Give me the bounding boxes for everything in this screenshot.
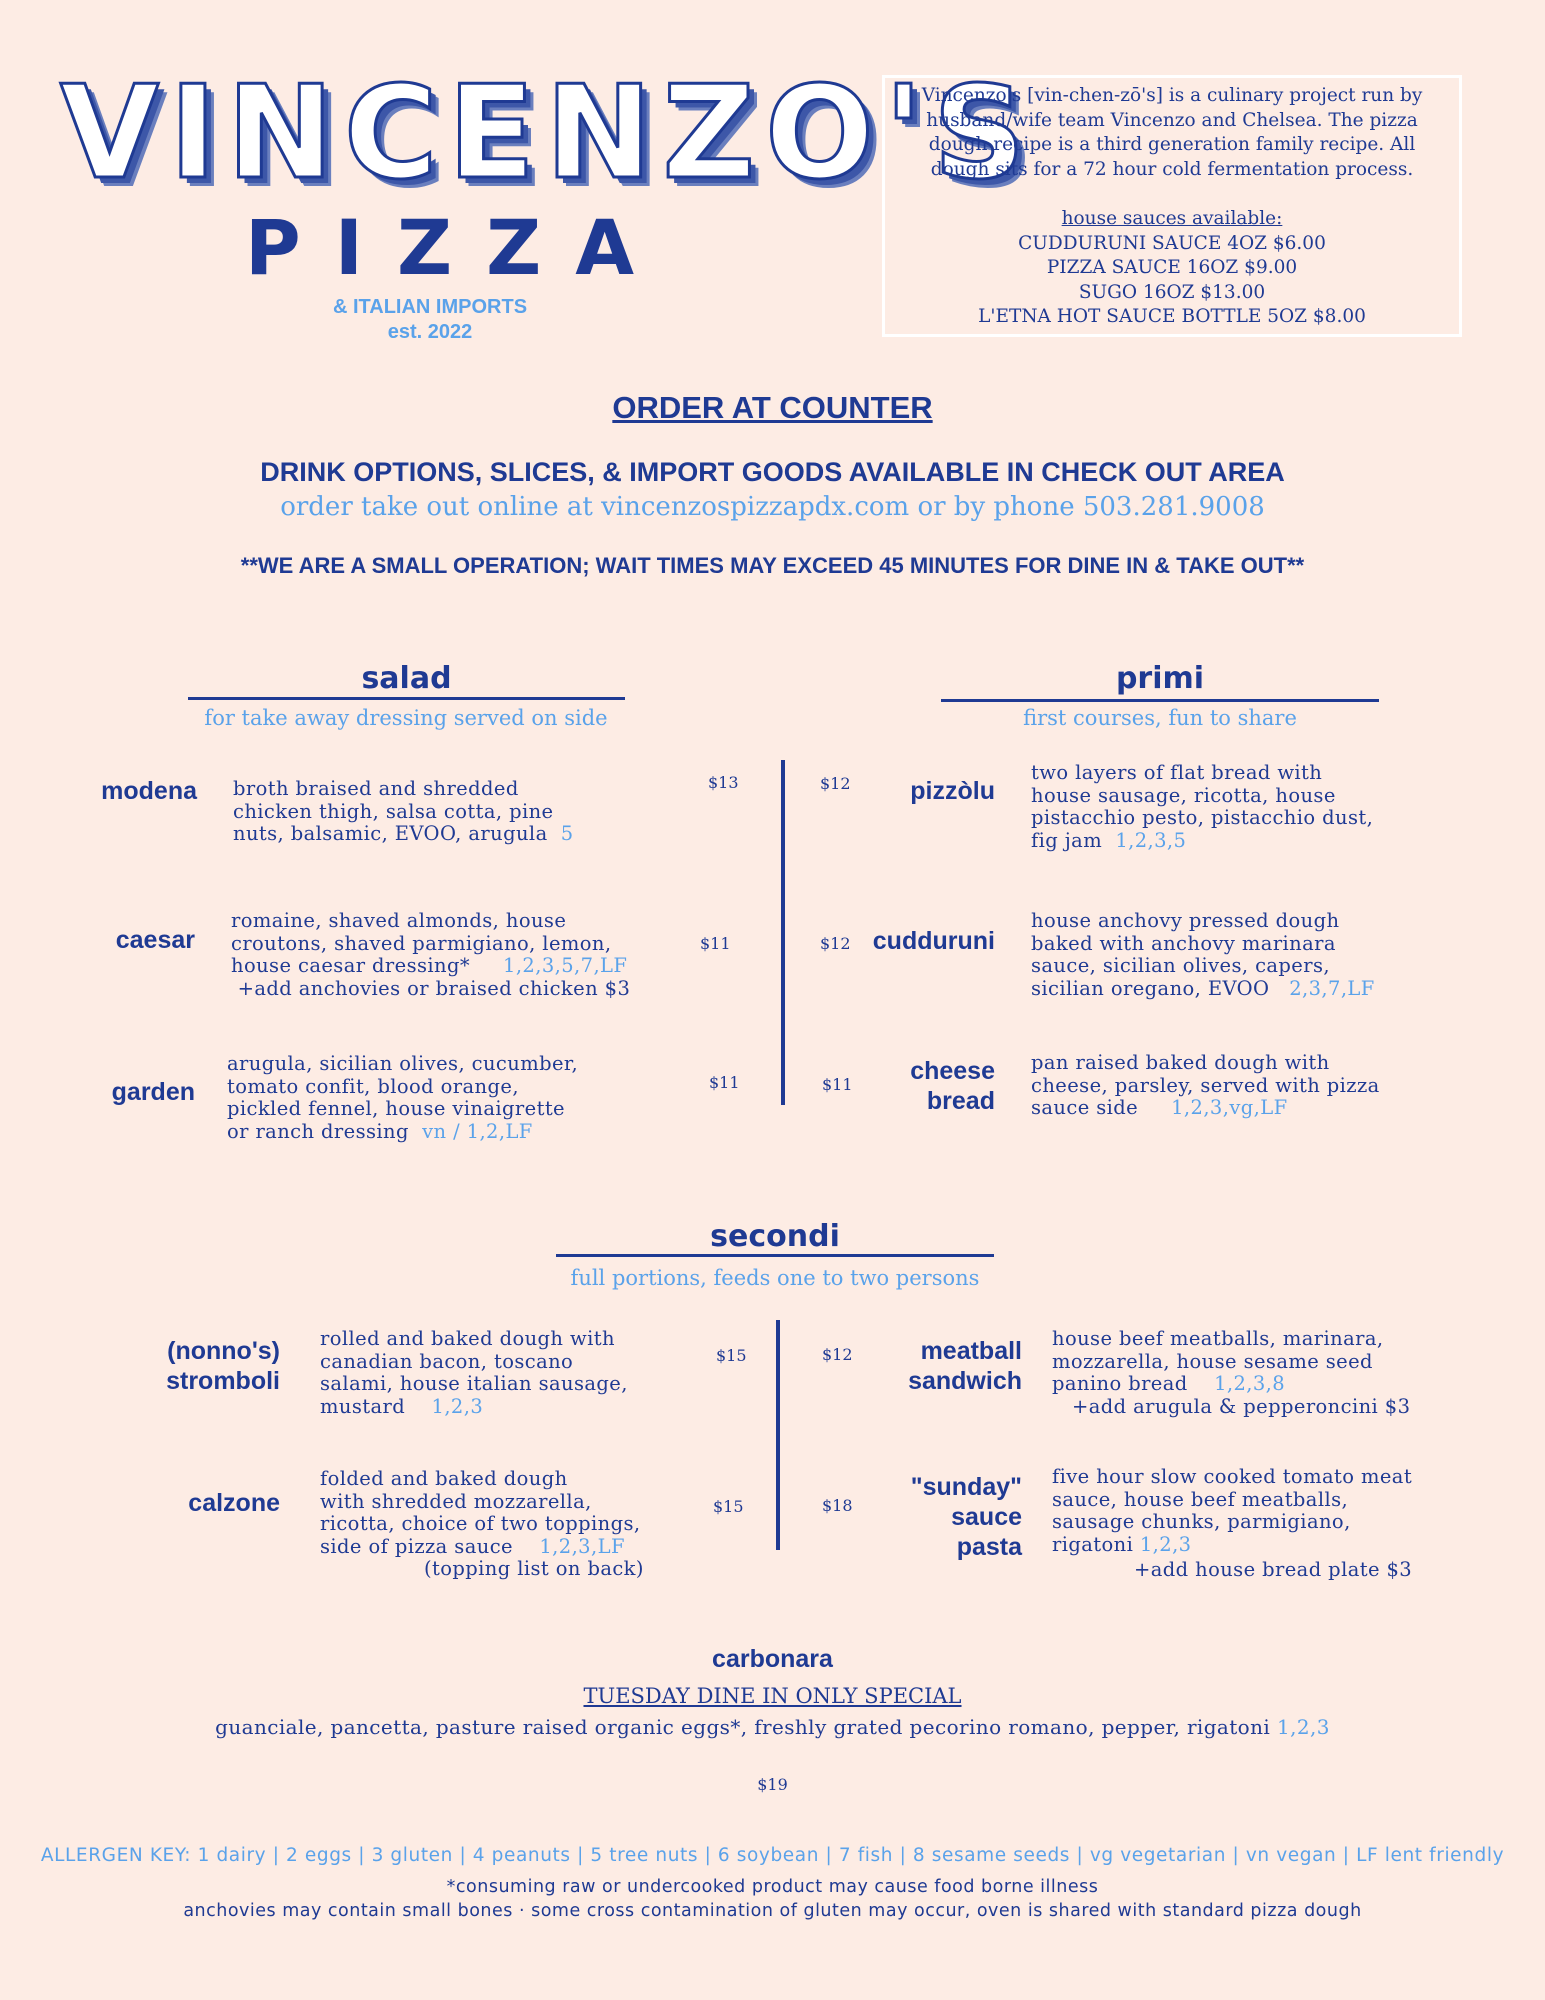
desc-line: guanciale, pancetta, pasture raised organic eggs*, freshly grated pecorino romano, pepper, rigatoni (215, 1715, 1271, 1739)
column-divider (781, 760, 785, 1105)
desc-line: sausage chunks, parmigiano, (1052, 1510, 1351, 1533)
desc-line: pan raised baked dough with (1031, 1051, 1330, 1074)
price-calzone: $15 (713, 1497, 744, 1516)
desc-line: with shredded mozzarella, (320, 1489, 592, 1513)
cross-contamination-note: anchovies may contain small bones · some cross contamination of gluten may occur, oven is shared with standard pizza dough (183, 1901, 1362, 1921)
desc-line: fig jam (1031, 828, 1103, 852)
desc-line: pistacchio pesto, pistacchio dust, (1031, 806, 1374, 829)
item-name-pizzolu: pizzòlu (910, 777, 995, 805)
logo-est: est. 2022 (387, 321, 473, 343)
price-cudduruni: $12 (820, 934, 851, 953)
name-line: "sunday" (910, 1473, 1022, 1501)
allergen-tag: 1,2,3 (1139, 1532, 1192, 1556)
price-garden: $11 (709, 1073, 740, 1092)
item-desc-garden (227, 1053, 578, 1143)
allergen-tag: 5 (560, 822, 574, 845)
item-name-caesar: caesar (115, 926, 195, 954)
desc-line: mozzarella, house sesame seed (1052, 1349, 1373, 1373)
price-meatball-sandwich: $12 (822, 1345, 853, 1364)
secondi-subtitle: full portions, feeds one to two persons (570, 1266, 980, 1290)
primi-title: primi (1115, 661, 1205, 696)
special-desc (0, 1716, 1545, 1739)
desc-line: sauce side (1031, 1096, 1139, 1119)
allergen-tag: 1,2,3,5,7,LF (503, 954, 628, 977)
allergen-tag: vn / 1,2,LF (422, 1119, 533, 1143)
about-text: Vincenzo's [vin-chen-zō's] is a culinary project run by husband/wife team Vincenzo and Chelsea. The pizza dough recipe is a third generation family recipe. All dough sits for a 72 hour cold fermentation process. (921, 85, 1423, 180)
item-desc-pizzolu (1031, 762, 1373, 852)
order-at-counter: ORDER AT COUNTER (612, 390, 933, 425)
sauce-item: L'ETNA HOT SAUCE BOTTLE 5OZ $8.00 (978, 306, 1366, 327)
salad-rule (188, 697, 625, 700)
logo-wordmark: VINCENZO'S (60, 59, 1036, 208)
desc-line: rolled and baked dough with (320, 1327, 615, 1350)
item-desc-caesar (231, 910, 630, 1000)
desc-line: tomato confit, blood orange, (227, 1074, 519, 1098)
price-modena: $13 (708, 773, 739, 792)
name-line: meatball (920, 1337, 1022, 1365)
item-desc-cheese-bread (1031, 1052, 1380, 1120)
desc-line: side of pizza sauce (320, 1534, 513, 1558)
desc-line: five hour slow cooked tomato meat (1052, 1465, 1413, 1488)
item-desc-modena (233, 778, 574, 846)
salad-subtitle: for take away dressing served on side (204, 706, 608, 730)
desc-line: broth braised and shredded (233, 777, 519, 800)
info-box (882, 75, 1462, 337)
sauce-item: PIZZA SAUCE 16OZ $9.00 (1046, 257, 1298, 278)
item-name-meatball-sandwich (860, 1336, 1022, 1396)
allergen-tag: 1,2,3,vg,LF (1171, 1096, 1288, 1119)
logo-pizza: PIZZA (245, 203, 669, 292)
allergen-key: ALLERGEN KEY: 1 dairy | 2 eggs | 3 gluten | 4 peanuts | 5 tree nuts | 6 soybean | 7 fish | 8 sesame seeds | vg vegetarian | vn vegan | LF lent friendly (40, 1845, 1505, 1866)
sauces-title: house sauces available: (1061, 208, 1283, 229)
secondi-rule (556, 1254, 994, 1257)
desc-line: cheese, parsley, served with pizza (1031, 1073, 1380, 1097)
desc-line: sauce, sicilian olives, capers, (1031, 954, 1330, 977)
allergen-tag: 1,2,3,8 (1214, 1372, 1286, 1395)
logo-subtitle (300, 295, 560, 345)
drink-options-notice: DRINK OPTIONS, SLICES, & IMPORT GOODS AVAILABLE IN CHECK OUT AREA (260, 457, 1285, 487)
item-desc-stromboli (320, 1328, 628, 1418)
item-name-garden: garden (111, 1078, 195, 1106)
item-desc-meatball-sandwich (1052, 1328, 1410, 1418)
item-desc-cudduruni (1031, 910, 1375, 1000)
item-desc-sunday-sauce-pasta (1052, 1466, 1412, 1582)
desc-line: sicilian oregano, EVOO (1031, 976, 1270, 1000)
price-cheese-bread: $11 (822, 1075, 853, 1094)
item-desc-calzone (320, 1468, 644, 1581)
primi-rule (941, 699, 1379, 702)
special-name: carbonara (712, 1645, 833, 1673)
add-on-note: +add arugula & pepperoncini $3 (1072, 1394, 1411, 1418)
allergen-tag: 1,2,3,LF (539, 1534, 625, 1558)
primi-subtitle: first courses, fun to share (1023, 706, 1297, 730)
desc-line: romaine, shaved almonds, house (231, 909, 567, 932)
salad-title: salad (361, 661, 452, 696)
desc-line: sauce, house beef meatballs, (1052, 1487, 1349, 1511)
add-on-note: +add anchovies or braised chicken $3 (231, 976, 631, 1000)
name-line: pasta (956, 1533, 1022, 1561)
desc-line: pickled fennel, house vinaigrette (227, 1097, 565, 1120)
online-order-notice: order take out online at vincenzospizzapdx.com or by phone 503.281.9008 (280, 492, 1265, 522)
allergen-tag: 2,3,7,LF (1289, 976, 1375, 1000)
name-line: bread (926, 1087, 995, 1115)
desc-line: arugula, sicilian olives, cucumber, (227, 1052, 579, 1075)
desc-line: two layers of flat bread with (1031, 761, 1323, 784)
secondi-title: secondi (710, 1219, 840, 1254)
desc-line: house anchovy pressed dough (1031, 909, 1340, 932)
raw-food-warning: *consuming raw or undercooked product may cause food borne illness (446, 1877, 1099, 1897)
desc-line: baked with anchovy marinara (1031, 931, 1336, 955)
desc-line: ricotta, choice of two toppings, (320, 1512, 641, 1535)
wait-time-notice: **WE ARE A SMALL OPERATION; WAIT TIMES MAY EXCEED 45 MINUTES FOR DINE IN & TAKE OUT** (240, 553, 1305, 578)
desc-line: salami, house italian sausage, (320, 1372, 628, 1395)
allergen-tag: 1,2,3 (431, 1394, 484, 1418)
price-caesar: $11 (700, 934, 731, 953)
desc-line: chicken thigh, salsa cotta, pine (233, 799, 554, 823)
desc-line: mustard (320, 1394, 406, 1418)
desc-line: canadian bacon, toscano (320, 1349, 574, 1373)
item-name-sunday-sauce-pasta (860, 1472, 1022, 1562)
item-name-stromboli (130, 1336, 280, 1396)
special-price: $19 (757, 1775, 788, 1794)
add-on-note: (topping list on back) (424, 1557, 644, 1580)
special-label: TUESDAY DINE IN ONLY SPECIAL (583, 1684, 962, 1708)
desc-line: folded and baked dough (320, 1467, 568, 1490)
desc-line: or ranch dressing (227, 1119, 409, 1143)
name-line: (nonno's) (167, 1337, 280, 1365)
desc-line: house sausage, ricotta, house (1031, 783, 1336, 807)
desc-line: rigatoni (1052, 1532, 1134, 1556)
item-name-modena: modena (101, 777, 197, 805)
item-name-cudduruni: cudduruni (872, 927, 995, 955)
price-pizzolu: $12 (820, 774, 851, 793)
column-divider (776, 1320, 780, 1550)
allergen-tag: 1,2,3 (1276, 1715, 1330, 1739)
item-name-cheese-bread (860, 1056, 995, 1116)
price-stromboli: $15 (716, 1346, 747, 1365)
name-line: cheese (910, 1057, 995, 1085)
desc-line: house beef meatballs, marinara, (1052, 1327, 1384, 1350)
price-sunday-sauce-pasta: $18 (822, 1496, 853, 1515)
add-on-note: +add house bread plate $3 (1134, 1558, 1413, 1581)
desc-line: croutons, shaved parmigiano, lemon, (231, 931, 612, 955)
logo-imports: & ITALIAN IMPORTS (332, 296, 528, 318)
allergen-tag: 1,2,3,5 (1115, 828, 1187, 852)
sauce-item: CUDDURUNI SAUCE 4OZ $6.00 (1018, 232, 1326, 254)
desc-line: nuts, balsamic, EVOO, arugula (233, 822, 548, 845)
name-line: sandwich (908, 1367, 1022, 1395)
desc-line: house caesar dressing* (231, 954, 471, 977)
name-line: stromboli (166, 1367, 280, 1395)
item-name-calzone: calzone (188, 1489, 280, 1517)
desc-line: panino bread (1052, 1372, 1188, 1395)
sauce-item: SUGO 16OZ $13.00 (1078, 281, 1266, 303)
name-line: sauce (951, 1503, 1022, 1531)
